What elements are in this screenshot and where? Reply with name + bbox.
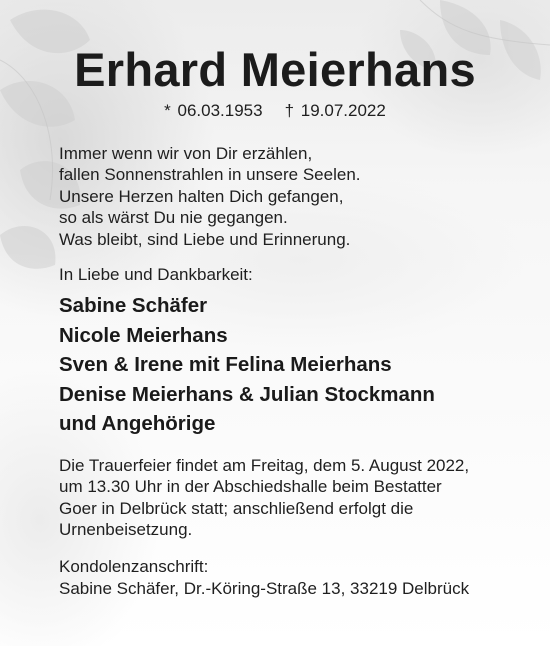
service-line: Urnenbeisetzung. [59,520,193,540]
service-line: Die Trauerfeier findet am Freitag, dem 5. August 2022, [59,456,470,475]
poem-line: fallen Sonnenstrahlen in unsere Seelen. [59,165,361,185]
gratitude-intro: In Liebe und Dankbarkeit: [59,265,253,284]
family-member: Denise Meierhans & Julian Stockmann [59,382,435,406]
service-line: um 13.30 Uhr in der Abschiedshalle beim Bestatter [59,477,442,497]
life-dates [0,101,550,121]
condolence-address: Sabine Schäfer, Dr.-Köring-Straße 13, 33219 Delbrück [59,579,470,598]
poem-line: Unsere Herzen halten Dich gefangen, [59,186,344,206]
family-member: und Angehörige [59,412,216,436]
poem-line: Was bleibt, sind Liebe und Erinnerung. [59,229,351,249]
service-line: Goer in Delbrück statt; anschließend erfolgt die [59,498,414,518]
birth-date: * 06.03.1953 [164,101,263,120]
condolence-label: Kondolenzanschrift: [59,557,209,576]
poem-line: Immer wenn wir von Dir erzählen, [59,144,313,163]
poem-line: so als wärst Du nie gegangen. [59,208,288,228]
funeral-service-info [59,455,469,541]
condolence-address-block [59,556,469,600]
memorial-poem [59,143,361,250]
death-date: † 19.07.2022 [284,101,386,120]
deceased-name: Erhard Meierhans [74,43,476,96]
family-member: Sven & Irene mit Felina Meierhans [59,353,392,377]
family-list [59,291,435,439]
family-member: Nicole Meierhans [59,323,228,347]
family-member: Sabine Schäfer [59,294,208,317]
